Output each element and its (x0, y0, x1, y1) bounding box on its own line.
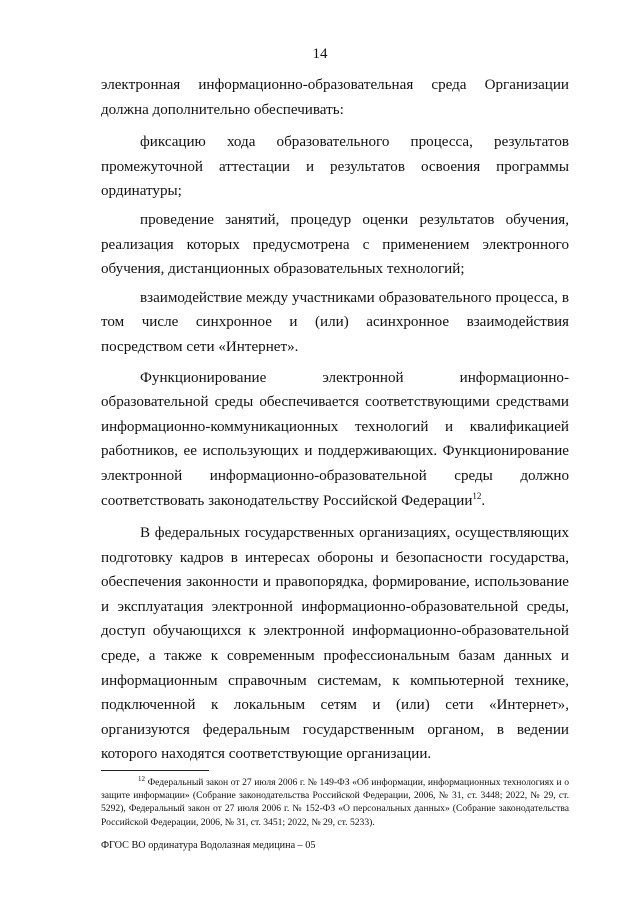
paragraph-list-item-interaction: взаимодействие между участниками образовательного процесса, в том числе синхронное и (или) асинхронное взаимодействия посредством сети «Интернет». (101, 289, 569, 355)
footnote-text: Федеральный закон от 27 июля 2006 г. № 149-ФЗ «Об информации, информационных технологиях и о защите информации» (Собрание законодательства Российской Федерации, 2006, № 31, ст. 3448; 2022, № 29, ст. 5292), Федеральный закон от 27 июля 2006 г. № 152-ФЗ «О персональных данных» (Собрание законодательства Российской Федерации, 2006, № 31, ст. 3451; 2022, № 29, ст. 5233). (101, 777, 569, 828)
paragraph-list-item-fixation: фиксацию хода образовательного процесса, результатов промежуточной аттестации и результатов освоения программы ординатуры; (101, 134, 569, 200)
paragraph-functioning (101, 366, 569, 514)
paragraph-list-item-conducting: проведение занятий, процедур оценки результатов обучения, реализация которых предусмотрена с применением электронного обучения, дистанционных образовательных технологий; (101, 211, 569, 278)
footnote-number: 12 (138, 774, 145, 783)
page-number: 14 (312, 46, 328, 62)
body-text (101, 73, 569, 767)
footnote-reference: 12 (472, 490, 482, 501)
document-footer: ФГОС ВО ординатура Водолазная медицина – 05 (101, 840, 316, 851)
paragraph-federal-organizations: В федеральных государственных организациях, осуществляющих подготовку кадров в интересах обороны и безопасности государства, обеспечения законности и правопорядка, формирование, использование и эксплуатация электронной информационно-образовательной среды, доступ обучающихся к электронной информационно-образовательной среде, а также к современным профессиональным базам данных и информационным справочным системам, к компьютерной технике, подключенной к локальным сетям и (или) сети «Интернет», организуются федеральным государственным органом, в ведении которого находятся соответствующие организации. (101, 525, 569, 763)
footnote (101, 776, 569, 829)
paragraph-functioning-end: . (481, 492, 486, 509)
paragraph-intro: электронная информационно-образовательная среда Организации должна дополнительно обеспечивать: (101, 77, 569, 118)
footnote-divider (101, 770, 209, 771)
paragraph-functioning-text: Функционирование электронной информационно-образовательной среды обеспечивается соответствующими средствами информационно-коммуникационных технологий и квалификацией работников, ее использующих и поддерживающих. Функционирование электронной информационно-образовательной среды должно соответствовать законодательству Российской Федерации (101, 369, 569, 509)
